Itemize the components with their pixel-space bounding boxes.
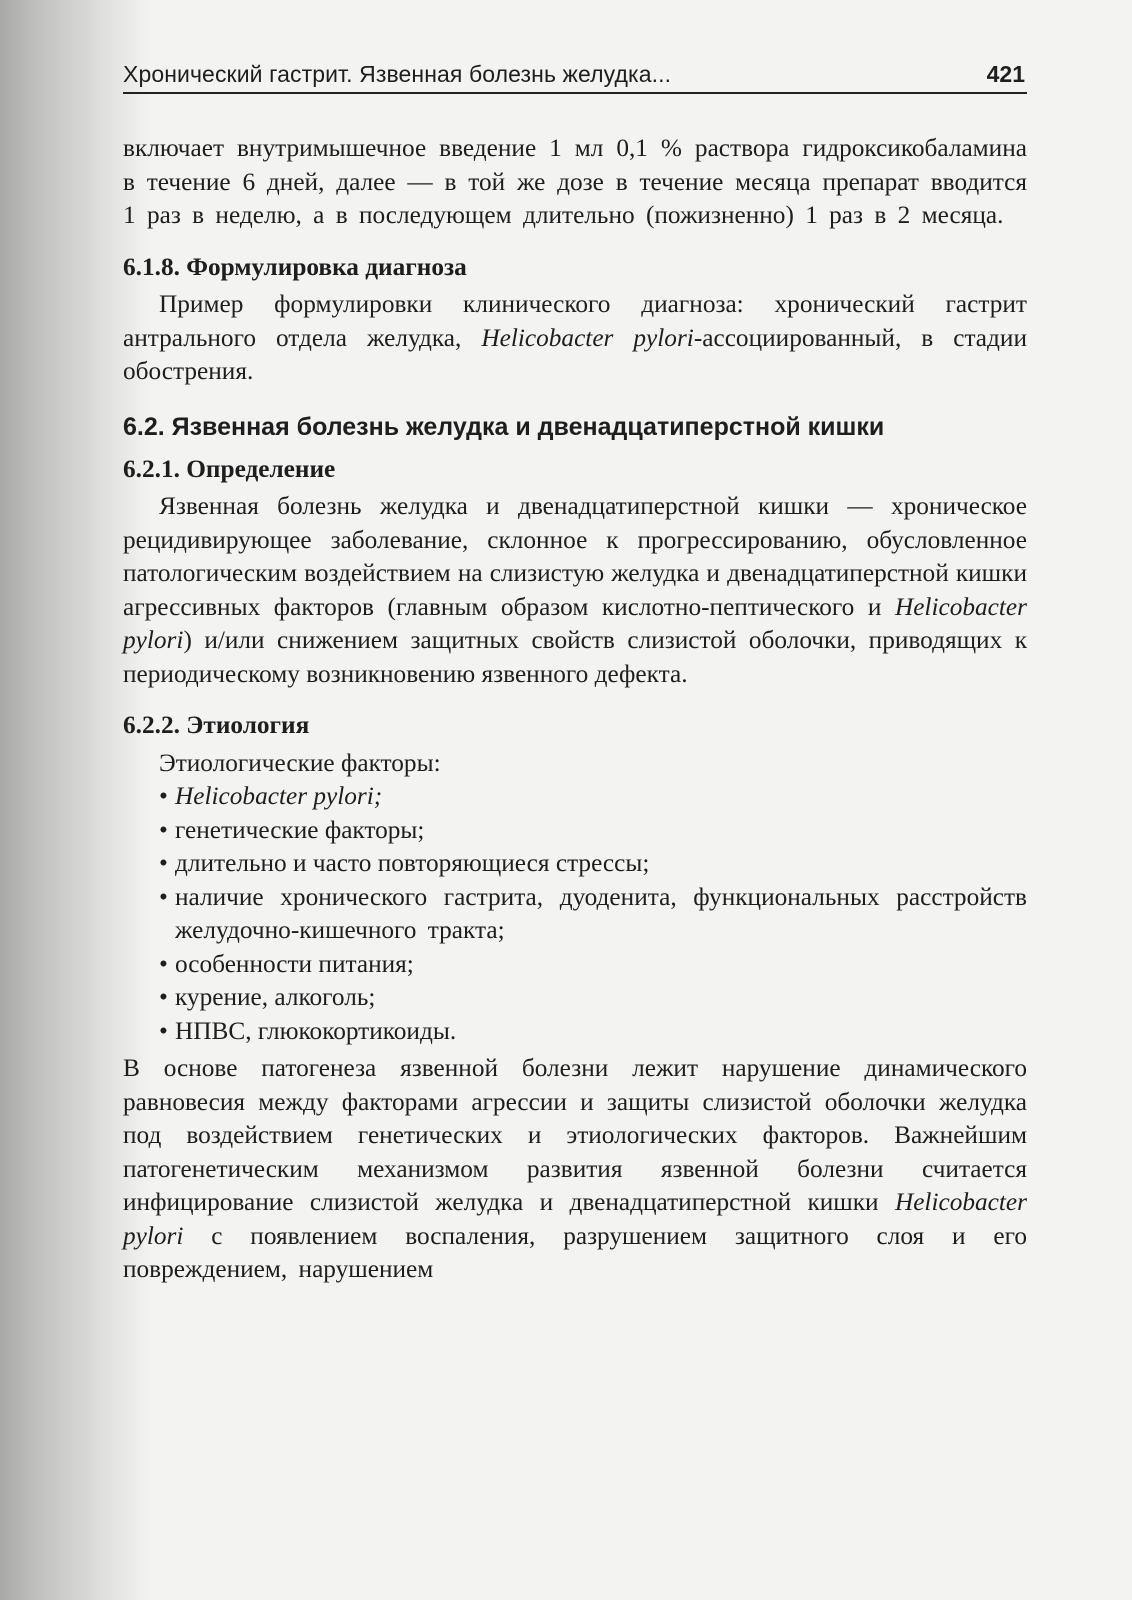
page-number: 421 xyxy=(986,61,1025,87)
text-run: Пример формулировки клинического диагноза: хронический гастрит антрального отдела желудка, xyxy=(123,290,1027,352)
heading-6-1-8: 6.1.8. Формулировка диагноза xyxy=(123,252,467,281)
list-item xyxy=(159,780,1027,814)
paragraph-pathogenesis xyxy=(123,1052,1027,1287)
text-run: с появлением воспаления, разрушением защитного слоя и его повреждением, нарушением xyxy=(123,1221,1027,1283)
list-item: • длительно и часто повторяющиеся стрессы; xyxy=(159,847,1027,881)
italic-term: Helicobacter pylori xyxy=(123,592,1027,654)
page-content xyxy=(123,132,1027,1287)
italic-term: Helicobacter pylori; xyxy=(175,782,383,810)
italic-term: Helicobacter pylori xyxy=(481,323,694,352)
running-title: Хронический гастрит. Язвенная болезнь желудка... xyxy=(123,61,672,87)
list-item: • особенности питания; xyxy=(159,948,1027,982)
list-item: • генетические факторы; xyxy=(159,814,1027,848)
etiology-factors-list xyxy=(123,780,1027,1048)
italic-term: Helicobacter pylori xyxy=(123,1188,1027,1250)
book-page xyxy=(123,58,1027,1287)
heading-6-2: 6.2. Язвенная болезнь желудка и двенадцатиперстной кишки xyxy=(123,412,885,441)
paragraph-definition xyxy=(123,490,1027,691)
text-run: -ассоциированный, в стадии обострения. xyxy=(123,323,1027,385)
running-header xyxy=(123,58,1027,94)
list-item: • курение, алкоголь; xyxy=(159,981,1027,1015)
text-run: В основе патогенеза язвенной болезни лежит нарушение динамического равновесия между факторами агрессии и защиты слизистой оболочки желудка под воздействием генетических и этиологических факторов. Важнейшим патогенетическим механизмом развития язвенной болезни считается инфицирование слизистой желудка и двенадцатиперстной кишки xyxy=(123,1054,1027,1216)
text-run: ) и/или снижением защитных свойств слизистой оболочки, приводящих к периодическому возникновению язвенного дефекта. xyxy=(123,626,1027,688)
text-run: Язвенная болезнь желудка и двенадцатиперстной кишки — хроническое рецидивирующее заболевание, склонное к прогрессированию, обусловленное патологическим воздействием на слизистую желудка и двенадцатиперстной кишки агрессивных факторов (главным образом кислотно-пептического и xyxy=(123,492,1027,621)
paragraph-intro: включает внутримышечное введение 1 мл 0,1 % раствора гидроксикобаламина в течение 6 дней, далее — в той же дозе в течение месяца препарат вводится 1 раз в неделю, а в последующем длительно (пожизненно) 1 раз в 2 месяца. xyxy=(123,134,1027,229)
heading-6-2-1: 6.2.1. Определение xyxy=(123,454,336,483)
paragraph-etiology-intro: Этиологические факторы: xyxy=(159,748,441,777)
list-item: • НПВС, глюкокортикоиды. xyxy=(159,1015,1027,1049)
list-item: • наличие хронического гастрита, дуоденита, функциональных расстройств желудочно-кишечного тракта; xyxy=(159,881,1027,948)
heading-6-2-2: 6.2.2. Этиология xyxy=(123,711,310,739)
paragraph-diagnosis-example xyxy=(123,288,1027,389)
